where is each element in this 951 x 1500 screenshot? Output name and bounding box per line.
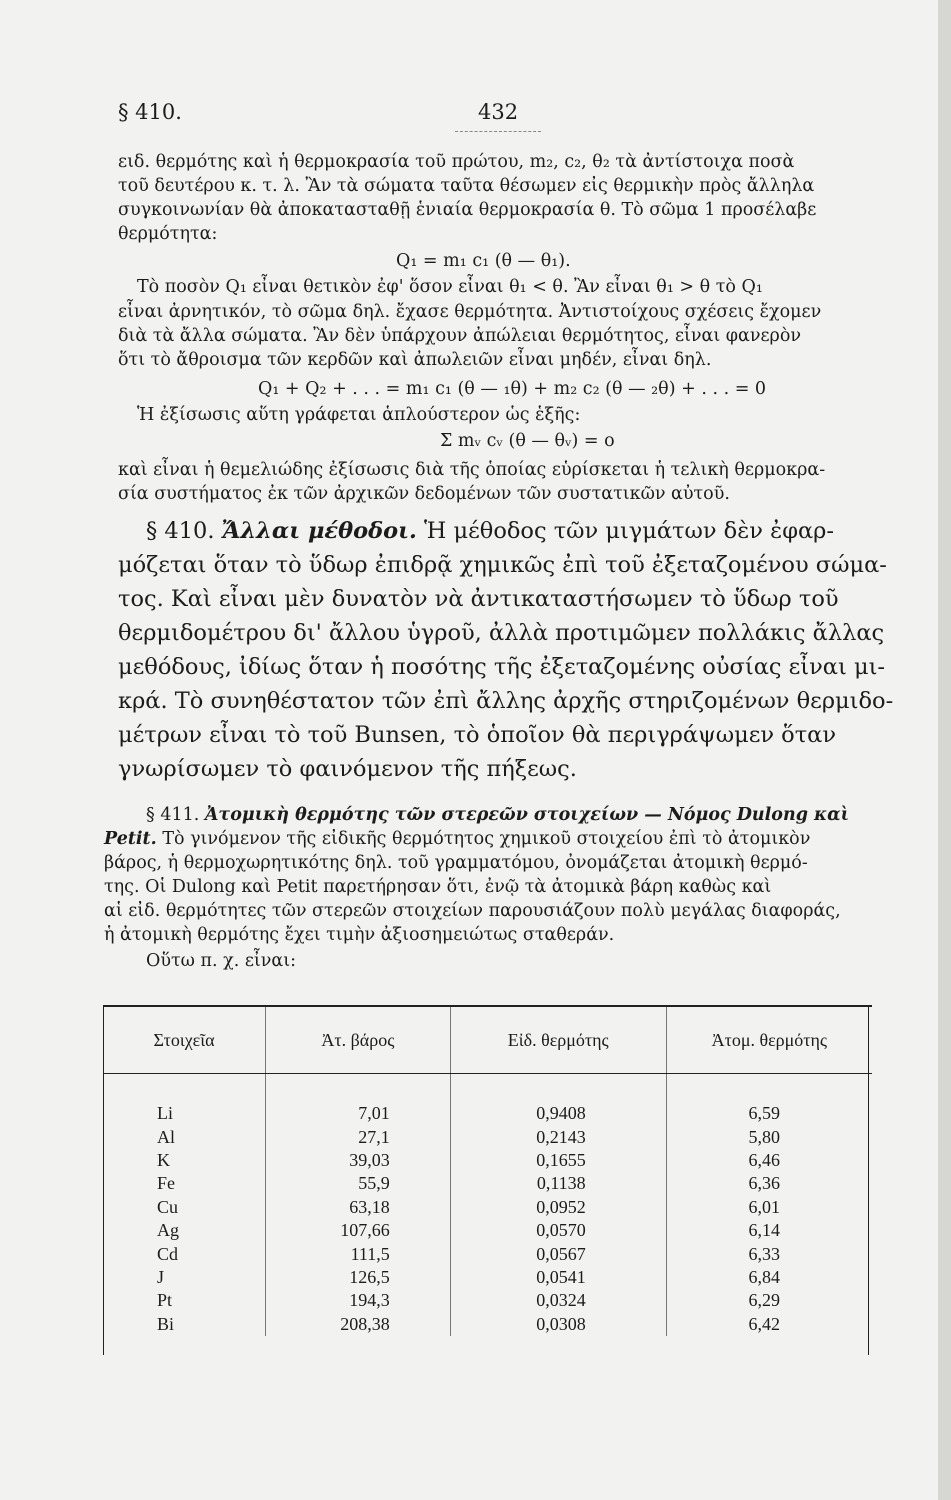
column-header: Ἀτομ. θερμότης xyxy=(666,1006,872,1074)
section-title-cont: Petit. xyxy=(104,829,157,849)
table-cell: Fe xyxy=(103,1172,266,1195)
text-line: κρά. Τὸ συνηθέστατον τῶν ἐπὶ ἄλλης ἀρχῆς στηριζομένων θερμιδο- xyxy=(118,688,894,714)
table-cell: Cd xyxy=(103,1242,266,1265)
table-cell: K xyxy=(103,1149,266,1172)
table-cell: 6,29 xyxy=(748,1290,780,1311)
text-line: ειδ. θερμότης καὶ ἡ θερμοκρασία τοῦ πρώτου, m₂, c₂, θ₂ τὰ ἀντίστοιχα ποσὰ xyxy=(118,152,795,172)
table-cell: 27,1 xyxy=(266,1125,451,1148)
running-section: § 410. xyxy=(118,100,182,124)
table-cell: 0,1655 xyxy=(450,1149,666,1172)
page-edge xyxy=(938,0,951,1500)
table-cell: Cu xyxy=(103,1196,266,1219)
table-cell: 0,0952 xyxy=(450,1196,666,1219)
section-411-line xyxy=(104,829,810,849)
table-cell: Bi xyxy=(103,1313,266,1336)
text-line: μεθόδους, ἰδίως ὅταν ἡ ποσότης τῆς ἐξεταζομένης οὐσίας εἶναι μι- xyxy=(118,654,886,680)
column-header: Εἰδ. θερμότης xyxy=(450,1006,666,1074)
text-line: σία συστήματος ἐκ τῶν ἀρχικῶν δεδομένων τῶν συστατικῶν αὐτοῦ. xyxy=(118,484,730,504)
text-line: καὶ εἶναι ἡ θεμελιώδης ἐξίσωσις διὰ τῆς ὁποίας εὑρίσκεται ἡ τελικὴ θερμοκρα- xyxy=(118,460,826,480)
table-body xyxy=(103,1074,872,1336)
table-cell: 5,80 xyxy=(748,1126,780,1147)
table-cell: 39,03 xyxy=(266,1149,451,1172)
table-cell: 63,18 xyxy=(266,1196,451,1219)
section-title: Ἀτομικὴ θερμότης τῶν στερεῶν στοιχείων — Νόμος Dulong καὶ xyxy=(204,805,850,825)
table-cell: 0,0541 xyxy=(450,1266,666,1289)
table-cell: 6,42 xyxy=(748,1313,780,1334)
table-cell: 107,66 xyxy=(266,1219,451,1242)
table-cell: Li xyxy=(103,1074,266,1126)
section-number: § 411. xyxy=(146,805,200,825)
table-cell: Al xyxy=(103,1125,266,1148)
table-cell: 194,3 xyxy=(266,1289,451,1312)
equation-1: Q₁ = m₁ c₁ (θ — θ₁). xyxy=(396,251,571,271)
table-cell: J xyxy=(103,1266,266,1289)
section-411-heading xyxy=(146,805,849,825)
equation-3: Σ mᵥ cᵥ (θ — θᵥ) = o xyxy=(440,431,615,451)
table-cell: 6,33 xyxy=(748,1243,780,1264)
table-row xyxy=(103,1289,872,1312)
text-line: διὰ τὰ ἄλλα σώματα. Ἂν δὲν ὑπάρχουν ἀπώλειαι θερμότητος, εἶναι φανερὸν xyxy=(118,326,802,346)
table-row xyxy=(103,1074,872,1126)
table-row xyxy=(103,1266,872,1289)
table-header-row xyxy=(103,1006,872,1074)
table-cell: 6,01 xyxy=(748,1196,780,1217)
data-table xyxy=(103,1005,872,1336)
text-line: ὅτι τὸ ἄθροισμα τῶν κερδῶν καὶ ἀπωλειῶν εἶναι μηδέν, εἶναι δηλ. xyxy=(118,350,712,370)
table-cell: 0,0570 xyxy=(450,1219,666,1242)
table-cell: 6,36 xyxy=(748,1173,780,1194)
text-line: συγκοινωνίαν θὰ ἀποκατασταθῇ ἑνιαία θερμοκρασία θ. Τὸ σῶμα 1 προσέλαβε xyxy=(118,200,817,220)
text-line: Τὸ γινόμενον τῆς εἰδικῆς θερμότητος χημικοῦ στοιχείου ἐπὶ τὸ ἀτομικὸν xyxy=(162,829,811,849)
table-cell: Pt xyxy=(103,1289,266,1312)
table-cell: 55,9 xyxy=(266,1172,451,1195)
table-row xyxy=(103,1242,872,1265)
table-row xyxy=(103,1313,872,1336)
text-line: γνωρίσωμεν τὸ φαινόμενον τῆς πήξεως. xyxy=(118,756,577,782)
table-cell: 0,0567 xyxy=(450,1242,666,1265)
header-rule xyxy=(455,131,541,132)
table-row xyxy=(103,1125,872,1148)
table-row xyxy=(103,1219,872,1242)
table-cell: 6,14 xyxy=(748,1220,780,1241)
column-header: Ἀτ. βάρος xyxy=(266,1006,451,1074)
table-cell: 0,2143 xyxy=(450,1125,666,1148)
text-line: βάρος, ἡ θερμοχωρητικότης δηλ. τοῦ γραμματόμου, ὀνομάζεται ἀτομικὴ θερμό- xyxy=(104,853,808,873)
text-line: ἡ ἀτομικὴ θερμότης ἔχει τιμὴν ἀξιοσημειώτως σταθεράν. xyxy=(104,925,615,945)
table-cell: 0,9408 xyxy=(450,1074,666,1126)
text-line: μέτρων εἶναι τὸ τοῦ Bunsen, τὸ ὁποῖον θὰ περιγράψωμεν ὅταν xyxy=(118,722,837,748)
table-right-border xyxy=(868,1005,869,1355)
table-cell: Ag xyxy=(103,1219,266,1242)
table-cell: 0,0324 xyxy=(450,1289,666,1312)
table-cell: 208,38 xyxy=(266,1313,451,1336)
text-line: της. Οἱ Dulong καὶ Petit παρετήρησαν ὅτι, ἐνῷ τὰ ἀτομικὰ βάρη καθὼς καὶ xyxy=(104,877,772,897)
text-line: Οὕτω π. χ. εἶναι: xyxy=(146,951,296,971)
page-number: 432 xyxy=(478,100,519,124)
text-line: Ἡ μέθοδος τῶν μιγμάτων δὲν ἐφαρ- xyxy=(424,518,834,544)
column-header: Στοιχεῖα xyxy=(103,1006,266,1074)
text-line: μόζεται ὅταν τὸ ὕδωρ ἐπιδρᾷ χημικῶς ἐπὶ τοῦ ἐξεταζομένου σώμα- xyxy=(118,552,887,578)
text-line: θερμότητα: xyxy=(118,224,218,244)
equation-2: Q₁ + Q₂ + . . . = m₁ c₁ (θ — ₁θ) + m₂ c₂ (θ — ₂θ) + . . . = 0 xyxy=(258,379,767,399)
section-title: Ἄλλαι μέθοδοι. xyxy=(221,518,417,544)
table-cell: 7,01 xyxy=(266,1074,451,1126)
text-line: Τὸ ποσὸν Q₁ εἶναι θετικὸν ἐφ' ὅσον εἶναι θ₁ < θ. Ἂν εἶναι θ₁ > θ τὸ Q₁ xyxy=(137,277,763,297)
table-cell: 0,1138 xyxy=(450,1172,666,1195)
text-line: αἱ εἰδ. θερμότητες τῶν στερεῶν στοιχείων παρουσιάζουν πολὺ μεγάλας διαφοράς, xyxy=(104,901,841,921)
table-cell: 126,5 xyxy=(266,1266,451,1289)
table-row xyxy=(103,1172,872,1195)
table-cell: 0,0308 xyxy=(450,1313,666,1336)
text-line: εἶναι ἀρνητικόν, τὸ σῶμα δηλ. ἔχασε θερμότητα. Ἀντιστοίχους σχέσεις ἔχομεν xyxy=(118,302,822,322)
table-row xyxy=(103,1196,872,1219)
section-number: § 410. xyxy=(146,518,215,544)
section-410-heading xyxy=(146,518,834,544)
table-cell: 6,84 xyxy=(748,1266,780,1287)
text-line: θερμιδομέτρου δι' ἄλλου ὑγροῦ, ἀλλὰ προτιμῶμεν πολλάκις ἄλλας xyxy=(118,620,885,646)
table-row xyxy=(103,1149,872,1172)
table-cell: 6,46 xyxy=(748,1149,780,1170)
text-line: τος. Καὶ εἶναι μὲν δυνατὸν νὰ ἀντικαταστήσωμεν τὸ ὕδωρ τοῦ xyxy=(118,586,839,612)
table-cell: 6,59 xyxy=(748,1103,780,1124)
table-cell: 111,5 xyxy=(266,1242,451,1265)
text-line: τοῦ δευτέρου κ. τ. λ. Ἂν τὰ σώματα ταῦτα θέσωμεν εἰς θερμικὴν πρὸς ἄλληλα xyxy=(118,176,815,196)
text-line: Ἡ ἐξίσωσις αὕτη γράφεται ἁπλούστερον ὡς ἑξῆς: xyxy=(137,405,581,425)
